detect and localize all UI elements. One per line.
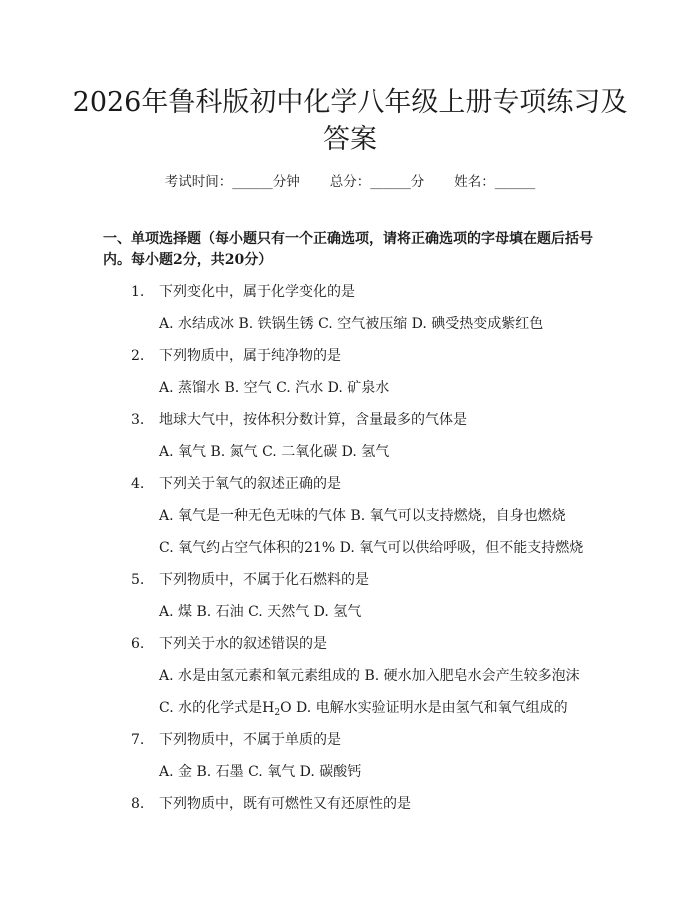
score-unit: 分 [410, 174, 425, 190]
question-text: 下列物质中，不属于化石燃料的是 [159, 572, 369, 588]
question-text: 下列物质中，不属于单质的是 [159, 732, 341, 748]
question-7-options: A. 金 B. 石墨 C. 氧气 D. 碳酸钙 [159, 764, 362, 780]
question-6-options-cd [159, 699, 568, 717]
question-5-options: A. 煤 B. 石油 C. 天然气 D. 氢气 [159, 604, 362, 620]
question-6-options-ab: A. 水是由氢元素和氧元素组成的 B. 硬水加入肥皂水会产生较多泡沫 [159, 668, 580, 684]
time-label: 考试时间： [164, 174, 233, 190]
question-number: 7. [131, 732, 145, 748]
question-number: 1. [131, 284, 145, 300]
question-number: 2. [131, 348, 145, 364]
question-text: 下列变化中，属于化学变化的是 [159, 284, 355, 300]
question-text: 下列物质中，既有可燃性又有还原性的是 [159, 796, 411, 812]
question-text: 下列关于氧气的叙述正确的是 [159, 476, 341, 492]
question-text: 下列物质中，属于纯净物的是 [159, 348, 341, 364]
question-2-options: A. 蒸馏水 B. 空气 C. 汽水 D. 矿泉水 [159, 380, 390, 396]
question-3-options: A. 氧气 B. 氮气 C. 二氧化碳 D. 氢气 [159, 444, 390, 460]
question-number: 8. [131, 796, 145, 812]
exam-info-line [0, 170, 700, 190]
time-unit: 分钟 [272, 174, 300, 190]
name-blank: ______ [494, 174, 536, 190]
question-number: 4. [131, 476, 145, 492]
question-4-options-ab: A. 氧气是一种无色无味的气体 B. 氧气可以支持燃烧，自身也燃烧 [159, 508, 566, 524]
question-number: 3. [131, 412, 145, 428]
question-4-options-cd: C. 氧气约占空气体积的21% D. 氧气可以供给呼吸，但不能支持燃烧 [159, 540, 584, 556]
formula-text-pre: C. 水的化学式是H [159, 700, 275, 716]
score-blank: ______ [370, 174, 411, 190]
question-text: 下列关于水的叙述错误的是 [159, 636, 327, 652]
formula-subscript: 2 [274, 708, 281, 718]
section-heading: 一、单项选择题（每小题只有一个正确选项，请将正确选项的字母填在题后括号内。每小题2分，共20分） [103, 231, 593, 268]
score-label: 总分： [329, 174, 371, 190]
question-number: 6. [131, 636, 145, 652]
question-1-options: A. 水结成冰 B. 铁锅生锈 C. 空气被压缩 D. 碘受热变成紫红色 [159, 316, 544, 332]
question-text: 地球大气中，按体积分数计算，含量最多的气体是 [159, 412, 467, 428]
time-blank: ______ [232, 174, 273, 190]
name-label: 姓名： [454, 174, 495, 190]
question-number: 5. [131, 572, 145, 588]
document-title: 2026年鲁科版初中化学八年级上册专项练习及答案 [72, 87, 628, 155]
formula-text-post: O D. 电解水实验证明水是由氢气和氧气组成的 [280, 700, 568, 716]
